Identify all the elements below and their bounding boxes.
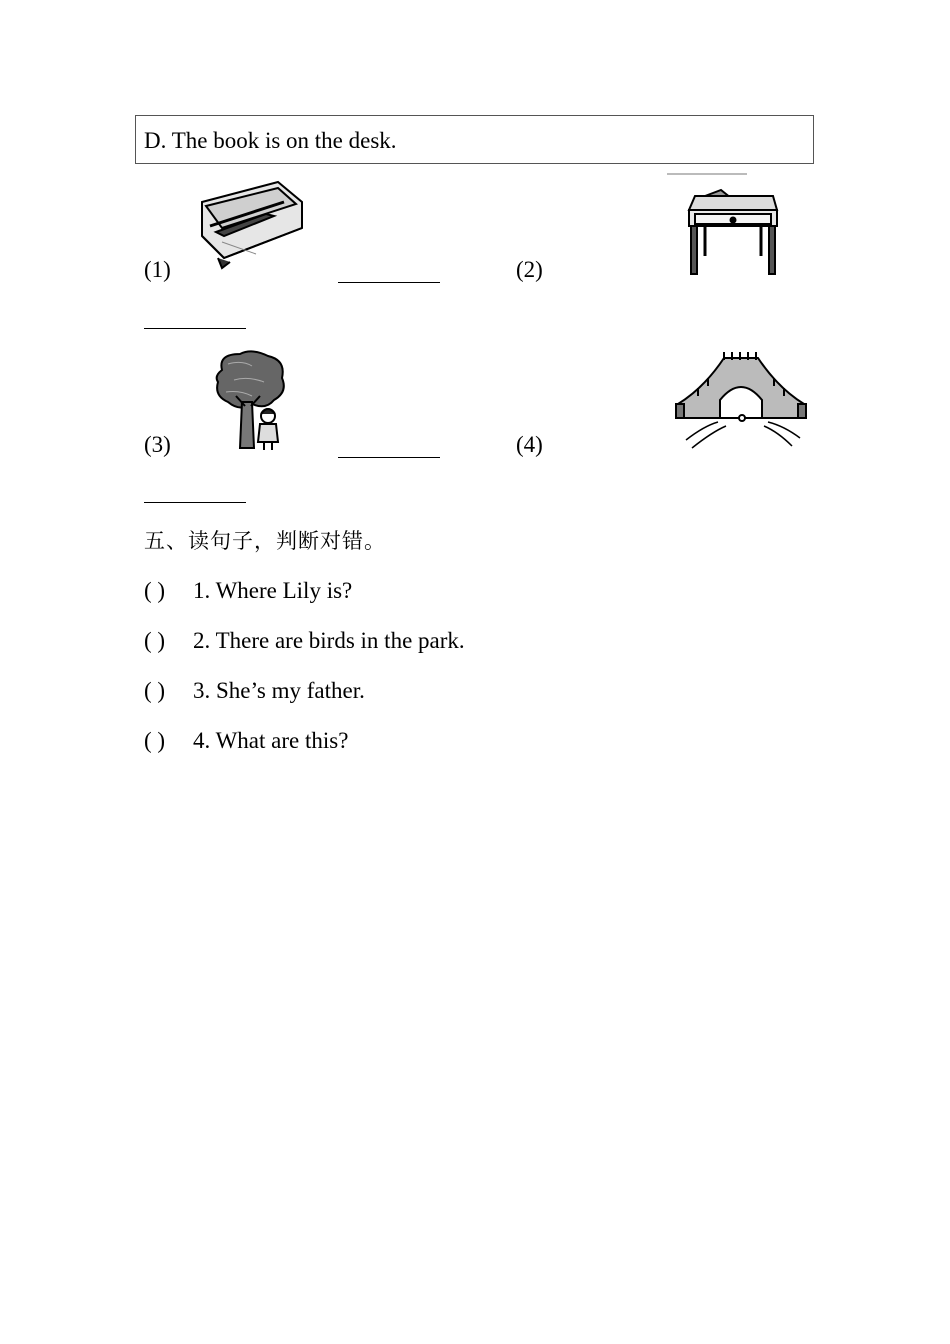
option-d-text: D. The book is on the desk.	[144, 128, 397, 153]
judgment-paren-1[interactable]: ( )	[144, 578, 166, 603]
answer-blank-4[interactable]	[144, 502, 246, 503]
judgment-paren-2[interactable]: ( )	[144, 628, 166, 653]
item-2-number: (2)	[516, 257, 543, 282]
judgment-paren-3[interactable]: ( )	[144, 678, 166, 703]
section-five-title: 五、读句子，判断对错。	[144, 529, 386, 553]
pencil-case-icon	[196, 180, 308, 270]
judgment-item-3: 3. She’s my father.	[193, 678, 365, 703]
answer-blank-3[interactable]	[338, 457, 440, 458]
option-d-box	[135, 115, 814, 164]
item-3-number: (3)	[144, 432, 171, 457]
answer-blank-1[interactable]	[338, 282, 440, 283]
tree-with-girl-icon	[212, 350, 288, 452]
answer-blank-2[interactable]	[144, 328, 246, 329]
desk-with-book-icon	[665, 172, 785, 280]
judgment-item-4: 4. What are this?	[193, 728, 349, 753]
judgment-item-2: 2. There are birds in the park.	[193, 628, 465, 653]
bridge-icon	[674, 348, 808, 452]
item-1-number: (1)	[144, 257, 171, 282]
judgment-item-1: 1. Where Lily is?	[193, 578, 353, 603]
item-4-number: (4)	[516, 432, 543, 457]
judgment-paren-4[interactable]: ( )	[144, 728, 166, 753]
